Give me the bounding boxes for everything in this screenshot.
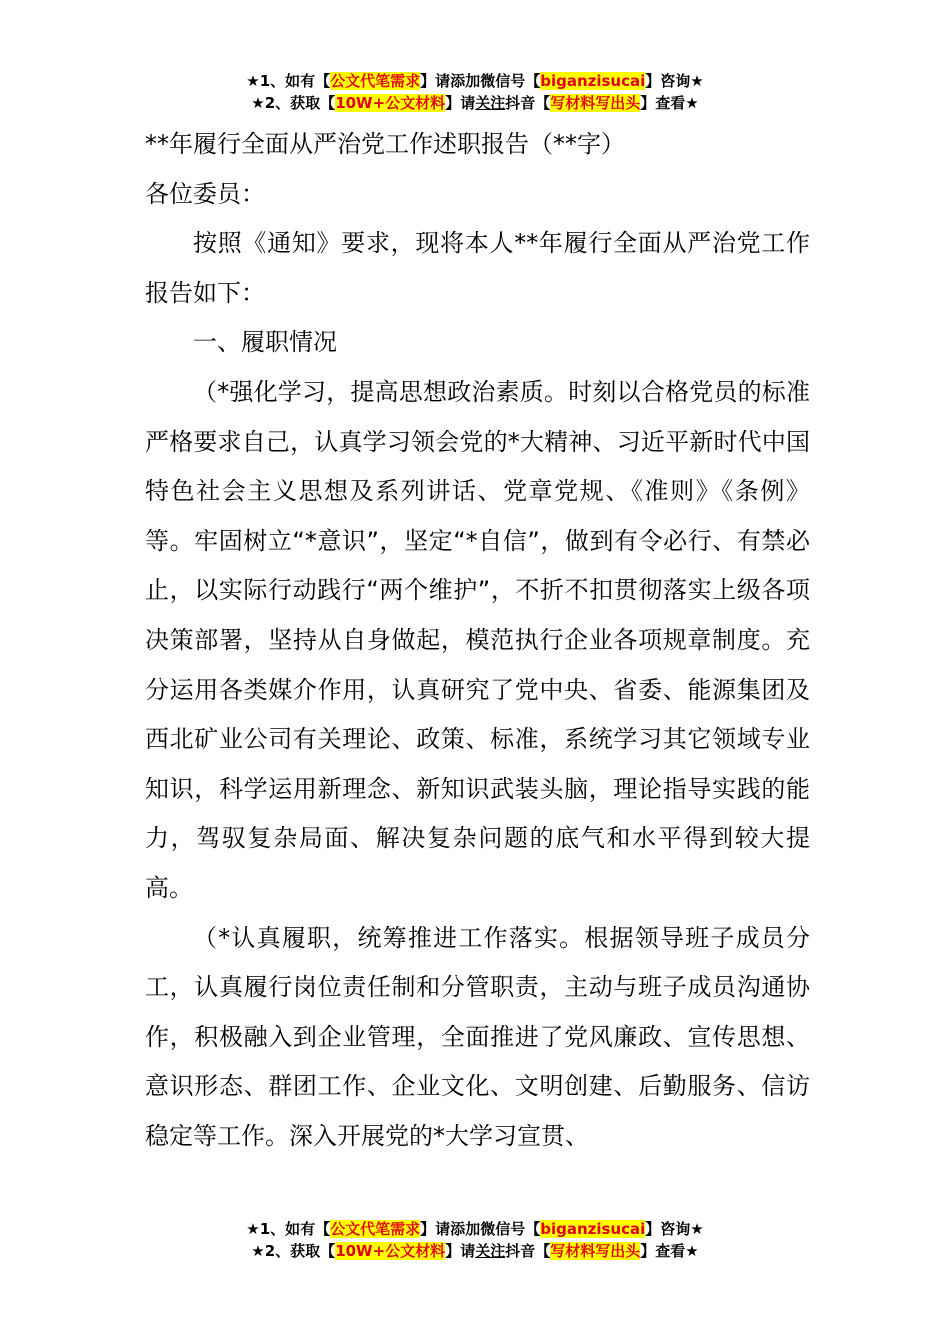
banner-text: 加 xyxy=(465,1220,481,1238)
banner-text: 】请 xyxy=(445,94,476,112)
banner-text: 】请 xyxy=(445,1242,476,1260)
banner-text: 】请添 xyxy=(420,72,466,90)
body-paragraph: （*认真履职，统筹推进工作落实。根据领导班子成员分工，认真履行岗位责任制和分管职责，主动与班子成员沟通协作，积极融入到企业管理，全面推进了党风廉政、宣传思想、意识形态、群团工作、企业文化、文明创建、后勤服务、信访稳定等工作。深入开展党的*大学习宣贯、 xyxy=(145,923,810,1150)
intro-paragraph: 按照《通知》要求，现将本人**年履行全面从严治党工作报告如下： xyxy=(145,229,810,307)
banner-highlight: 公文代笔需求 xyxy=(330,1220,421,1238)
banner-highlight: biganzisucai xyxy=(540,1220,646,1238)
header-banner xyxy=(0,70,950,114)
banner-highlight: 10W+公文材料 xyxy=(335,94,446,112)
banner-highlight: biganzisucai xyxy=(540,72,646,90)
banner-highlight: 10W+公文材料 xyxy=(335,1242,446,1260)
banner-text: 关注 xyxy=(475,94,506,112)
banner-text: 】查看★ xyxy=(640,1242,699,1260)
body-paragraph: （*强化学习，提高思想政治素质。时刻以合格党员的标准严格要求自己，认真学习领会党的*大精神、习近平新时代中国特色社会主义思想及系列讲话、党章党规、《准则》《条例》等。牢固树立“*意识”，坚定“*自信”，做到有令必行、有禁必止，以实际行动践行“两个维护”，不折不扣贯彻落实上级各项决策部署，坚持从自身做起，模范执行企业各项规章制度。充分运用各类媒介作用，认真研究了党中央、省委、能源集团及西北矿业公司有关理论、政策、标准，系统学习其它领域专业知识，科学运用新理念、新知识武装头脑，理论指导实践的能力，驾驭复杂局面、解决复杂问题的底气和水平得到较大提高。 xyxy=(145,377,810,902)
footer-banner xyxy=(0,1218,950,1262)
salutation: 各位委员： xyxy=(145,179,265,208)
banner-line-1 xyxy=(0,70,950,92)
banner-text: 关注 xyxy=(475,1242,506,1260)
banner-text: ★1、如有【 xyxy=(246,1220,331,1238)
banner-line-1 xyxy=(0,1218,950,1240)
banner-text: 微信号【 xyxy=(480,72,541,90)
banner-text: 】咨询★ xyxy=(645,1220,704,1238)
banner-text: 加 xyxy=(465,72,481,90)
banner-line-2 xyxy=(0,1240,950,1262)
banner-text: 微信号【 xyxy=(480,1220,541,1238)
banner-text: 抖音【 xyxy=(505,1242,551,1260)
banner-highlight: 写材料写出头 xyxy=(550,94,641,112)
banner-text: 抖音【 xyxy=(505,94,551,112)
banner-text: 】查看★ xyxy=(640,94,699,112)
banner-text: 】咨询★ xyxy=(645,72,704,90)
banner-highlight: 写材料写出头 xyxy=(550,1242,641,1260)
document-body xyxy=(145,120,810,1161)
document-title: **年履行全面从严治党工作述职报告（**字） xyxy=(145,130,625,158)
banner-text: ★1、如有【 xyxy=(246,72,331,90)
banner-text: 】请添 xyxy=(420,1220,466,1238)
banner-highlight: 公文代笔需求 xyxy=(330,72,421,90)
banner-text: ★2、获取【 xyxy=(251,1242,336,1260)
banner-line-2 xyxy=(0,92,950,114)
banner-text: ★2、获取【 xyxy=(251,94,336,112)
section-heading: 一、履职情况 xyxy=(193,328,337,357)
